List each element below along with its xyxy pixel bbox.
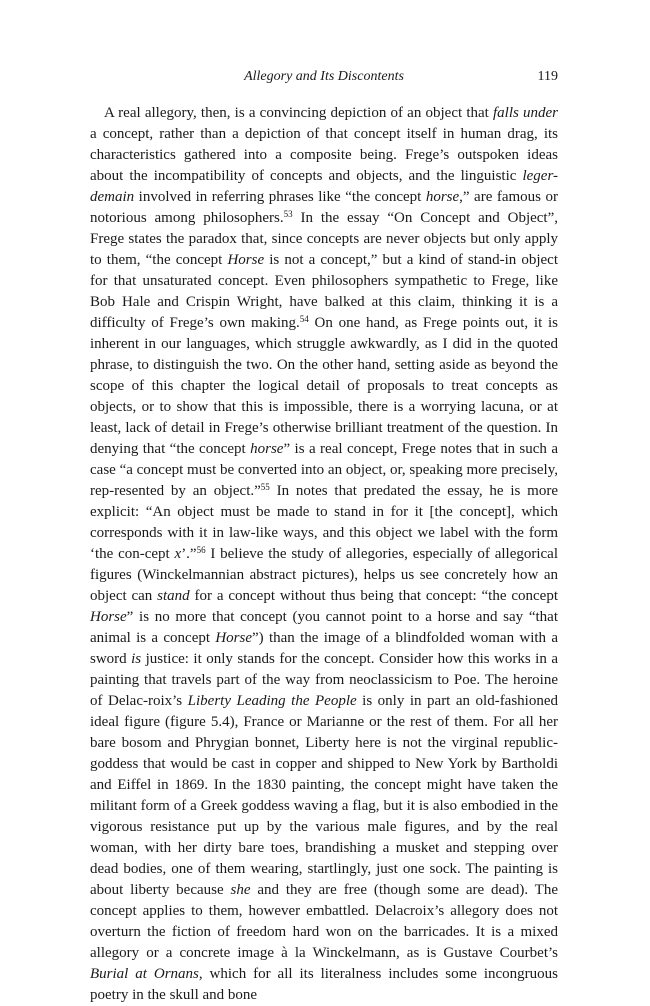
italic-run: x: [174, 546, 182, 562]
text-run: On one hand, as Frege points out, it is inherent in our languages, which struggle awkwardly, as I did in the quoted phrase, to distinguish the two. On the other hand, setting aside as beyond the scope of this chapter the logical detail of proposals to treat concepts as objects, or to show that this is impossible, there is a worrying lacuna, or at least, lack of detail in Frege’s otherwise brilliant treatment of the question. In denying that “the concept: [90, 315, 558, 457]
text-run: , which for all its literalness includes some incongruous poetry in the skull and bone: [90, 966, 558, 1003]
footnote-ref: 53: [283, 209, 293, 219]
text-run: justice: it only stands for the concept. Consider how this works in a painting that travels part of the way from neoclassicism to Poe. The heroine of Delac-roix’s: [90, 651, 558, 709]
footnote-ref: 54: [299, 314, 309, 324]
footnote-ref: 55: [260, 482, 270, 492]
text-run: a concept, rather than a depiction of that concept itself in human drag, its characteristics gathered into a composite being. Frege’s outspoken ideas about the incompatibility of concepts and objects, and the linguistic: [90, 126, 558, 184]
text-run: I believe the study of allegories, especially of allegorical figures (Winckelmannian abstract pictures), helps us see concretely how an object can: [90, 546, 558, 604]
italic-run: horse: [425, 189, 460, 205]
text-run: In the essay “On Concept and Object”, Frege states the paradox that, since concepts are never objects but only apply to them, “the concept: [90, 210, 559, 268]
italic-run: Horse: [215, 630, 253, 646]
italic-run: leger-demain: [90, 168, 558, 205]
italic-run: stand: [157, 588, 190, 604]
italic-run: Liberty Leading the People: [187, 693, 357, 709]
text-run: ’.”: [181, 546, 197, 562]
text-run: ” is no more that concept (you cannot point to a horse and say “that animal is a concept: [90, 609, 558, 646]
text-run: for a concept without thus being that concept: “the concept: [189, 588, 558, 604]
italic-run: Horse: [90, 609, 127, 625]
footnote-ref: 56: [196, 545, 206, 555]
text-run: ”) than the image of a blindfolded woman with a sword: [90, 630, 558, 667]
italic-run: falls under: [492, 105, 558, 121]
text-run: and they are free (though some are dead). The concept applies to them, however embattled. Delacroix’s allegory does not overturn the fiction of freedom hard won on the barricades. It is a mixed allegory or a concrete image à la Winckelmann, as is Gustave Courbet’s: [90, 882, 558, 961]
running-head: [90, 67, 558, 87]
italic-run: Burial at Ornans: [90, 966, 199, 982]
text-run: is not a concept,” but a kind of stand-in object for that unsaturated concept. Even philosophers sympathetic to Frege, like Bob Hale and Crispin Wright, have balked at this claim, thinking it is a difficulty of Frege’s own making.: [90, 252, 558, 331]
text-run: involved in referring phrases like “the concept: [134, 189, 426, 205]
text-run: ,” are famous or notorious among philosophers.: [90, 189, 558, 226]
text-run: is only in part an old-fashioned ideal figure (figure 5.4), France or Marianne or the rest of them. For all her bare bosom and Phrygian bonnet, Liberty here is not the virginal republic-goddess that would be cast in copper and shipped to New York by Bartholdi and Eiffel in 1869. In the 1830 painting, the concept might have taken the militant form of a Greek goddess waving a flag, but it is also embodied in the vigorous resistance put up by the various male figures, and by the real woman, with her dirty bare toes, brandishing a musket and stepping over dead bodies, one of them wearing, startlingly, just one sock. The painting is about liberty because: [90, 693, 559, 898]
text-run: ” is a real concept, Frege notes that in such a case “a concept must be converted into an object, or, speaking more precisely, rep-resented by an object.”: [90, 441, 558, 499]
italic-run: she: [230, 882, 251, 898]
italic-run: Horse: [227, 252, 265, 268]
italic-run: horse: [250, 441, 284, 457]
running-title: Allegory and Its Discontents: [244, 69, 404, 84]
body-paragraph: [90, 103, 558, 1006]
italic-run: is: [131, 651, 142, 667]
text-run: In notes that predated the essay, he is more explicit: “An object must be made to stand in for it [the concept], which corresponds with it in law-like ways, and this object we label with the form ‘the con-cept: [90, 483, 558, 562]
page-number: 119: [537, 69, 558, 84]
text-run: A real allegory, then, is a convincing depiction of an object that: [104, 105, 493, 121]
